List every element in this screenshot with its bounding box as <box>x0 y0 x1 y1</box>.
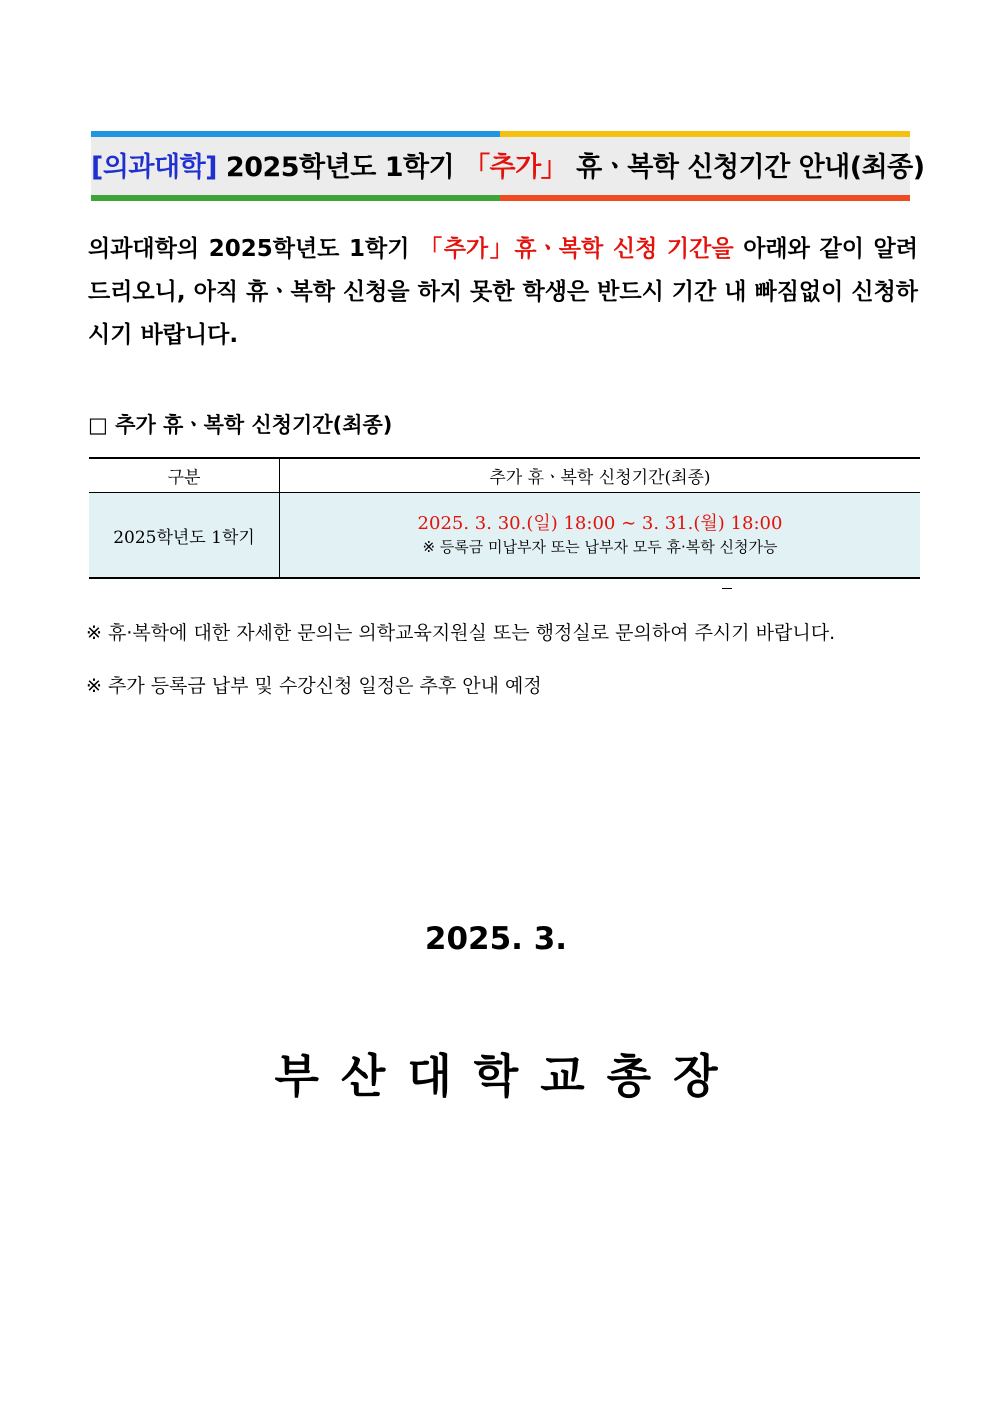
banner-bar-yellow <box>500 131 910 137</box>
header-term: 구분 <box>89 458 280 493</box>
intro-part2: 아래와 같이 알려드리오니, 아직 휴ㆍ복학 신청을 하지 못한 학생은 반드시 기간 내 빠짐없이 신청하시기 바랍니다. <box>88 236 919 348</box>
intro-paragraph <box>88 228 918 357</box>
banner-bar-orange <box>500 195 910 201</box>
banner-bar-green <box>91 195 500 201</box>
term-cell: 2025학년도 1학기 <box>89 493 280 579</box>
header-period: 추가 휴ㆍ복학 신청기간(최종) <box>280 458 921 493</box>
banner-bar-blue <box>91 131 500 137</box>
document-date: 2025. 3. <box>424 921 568 957</box>
page-title <box>91 145 925 184</box>
note-inquiry: ※ 휴·복학에 대한 자세한 문의는 의학교육지원실 또는 행정실로 문의하여 주시기 바랍니다. <box>86 622 836 644</box>
title-college: [의과대학] <box>91 152 218 183</box>
stray-mark <box>722 588 732 589</box>
title-rest: 휴ㆍ복학 신청기간 안내(최종) <box>567 152 925 183</box>
note-registration: ※ 추가 등록금 납부 및 수강신청 일정은 추후 안내 예정 <box>86 675 542 697</box>
signature: 부산대학교총장 <box>274 1049 740 1103</box>
section-heading: □ 추가 휴ㆍ복학 신청기간(최종) <box>88 413 393 437</box>
schedule-table <box>89 457 920 579</box>
title-added: 「추가」 <box>463 152 568 183</box>
intro-part1: 의과대학의 2025학년도 1학기 <box>88 236 420 262</box>
intro-highlight: 「추가」휴ㆍ복학 신청 기간을 <box>419 236 734 262</box>
table-header-row <box>89 458 920 493</box>
title-banner <box>91 131 925 201</box>
period-note: ※ 등록금 미납부자 또는 납부자 모두 휴·복학 신청가능 <box>422 538 778 556</box>
period-cell <box>280 493 921 579</box>
table-row <box>89 493 920 579</box>
title-mid: 2025학년도 1학기 <box>217 152 464 183</box>
period-text: 2025. 3. 30.(일) 18:00 ∼ 3. 31.(월) 18:00 <box>417 513 783 534</box>
